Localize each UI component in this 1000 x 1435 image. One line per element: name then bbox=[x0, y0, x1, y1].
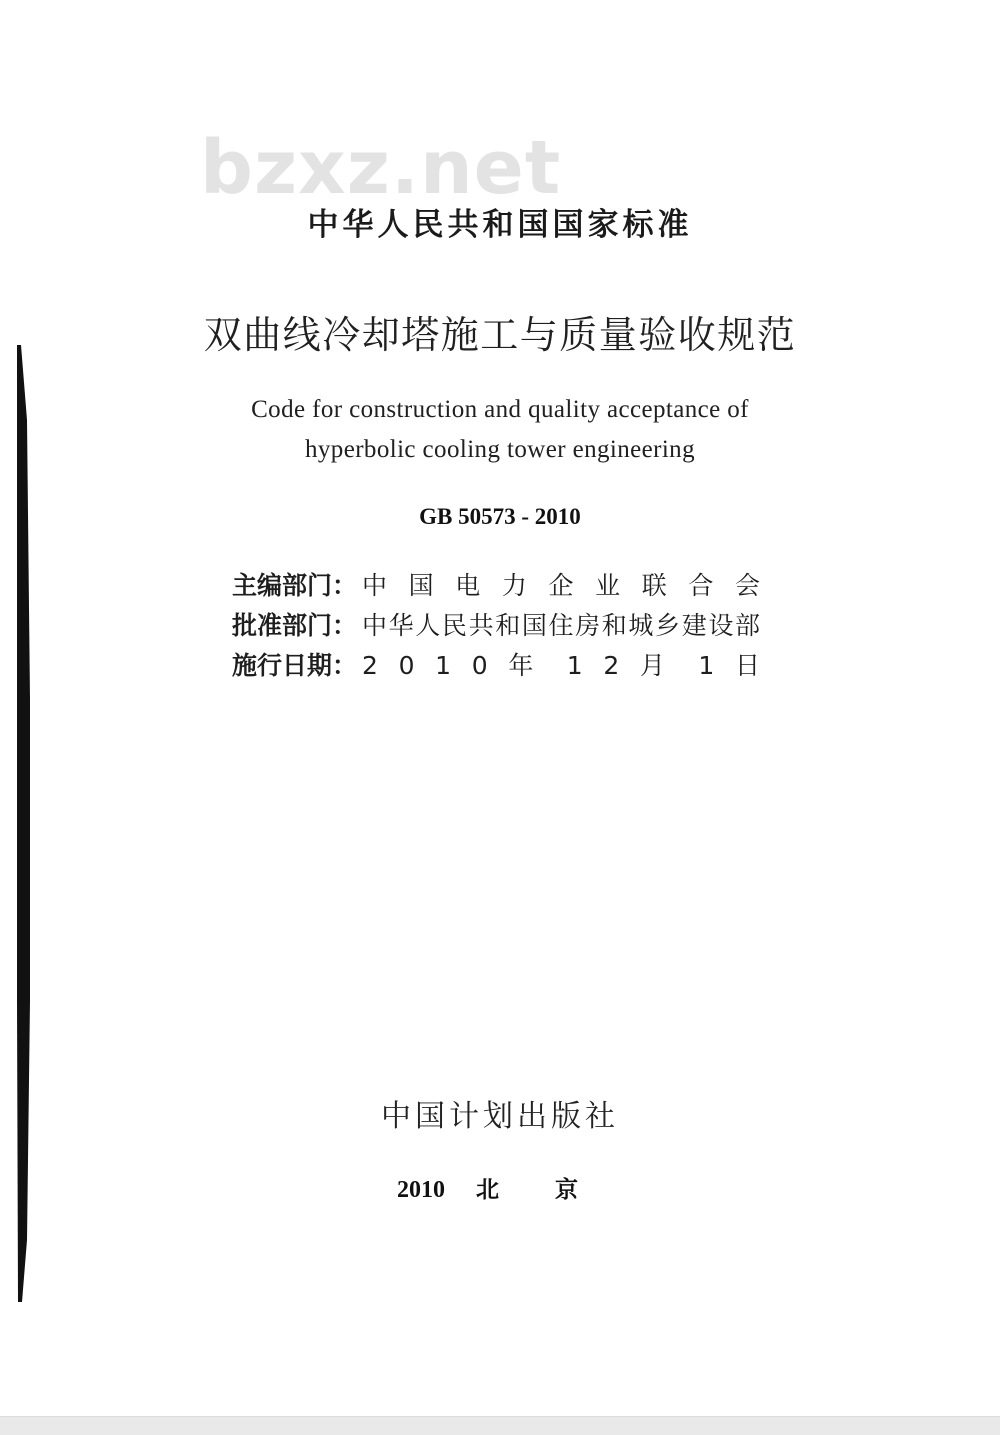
info-value: 中华人民共和国住房和城乡建设部 bbox=[362, 611, 760, 640]
info-label: 批准部门： bbox=[232, 611, 358, 640]
imprint-city: 北 京 bbox=[476, 1177, 579, 1203]
watermark: bzxz.net bbox=[200, 125, 562, 211]
info-label: 主编部门： bbox=[232, 571, 358, 600]
standard-type-heading: 中华人民共和国国家标准 bbox=[307, 207, 693, 243]
publisher-name: 中国计划出版社 bbox=[381, 1099, 619, 1134]
title-chinese: 双曲线冷却塔施工与质量验收规范 bbox=[203, 313, 797, 357]
title-english-line-2: hyperbolic cooling tower engineering bbox=[305, 436, 695, 463]
scan-edge-bar bbox=[17, 345, 30, 1302]
info-value: 2 0 1 0 年 1 2 月 1 日 bbox=[362, 651, 760, 680]
imprint-year: 2010 bbox=[397, 1177, 445, 1203]
info-row-effective-date bbox=[232, 651, 762, 681]
title-english-line-1: Code for construction and quality acceptance of bbox=[251, 396, 749, 423]
bottom-scan-strip bbox=[0, 1416, 1000, 1435]
info-label: 施行日期： bbox=[232, 651, 358, 680]
info-value: 中 国 电 力 企 业 联 合 会 bbox=[362, 571, 760, 600]
info-row-approving-department bbox=[232, 611, 762, 641]
info-row-chief-editor bbox=[232, 571, 762, 601]
standard-code: GB 50573 - 2010 bbox=[419, 504, 581, 529]
